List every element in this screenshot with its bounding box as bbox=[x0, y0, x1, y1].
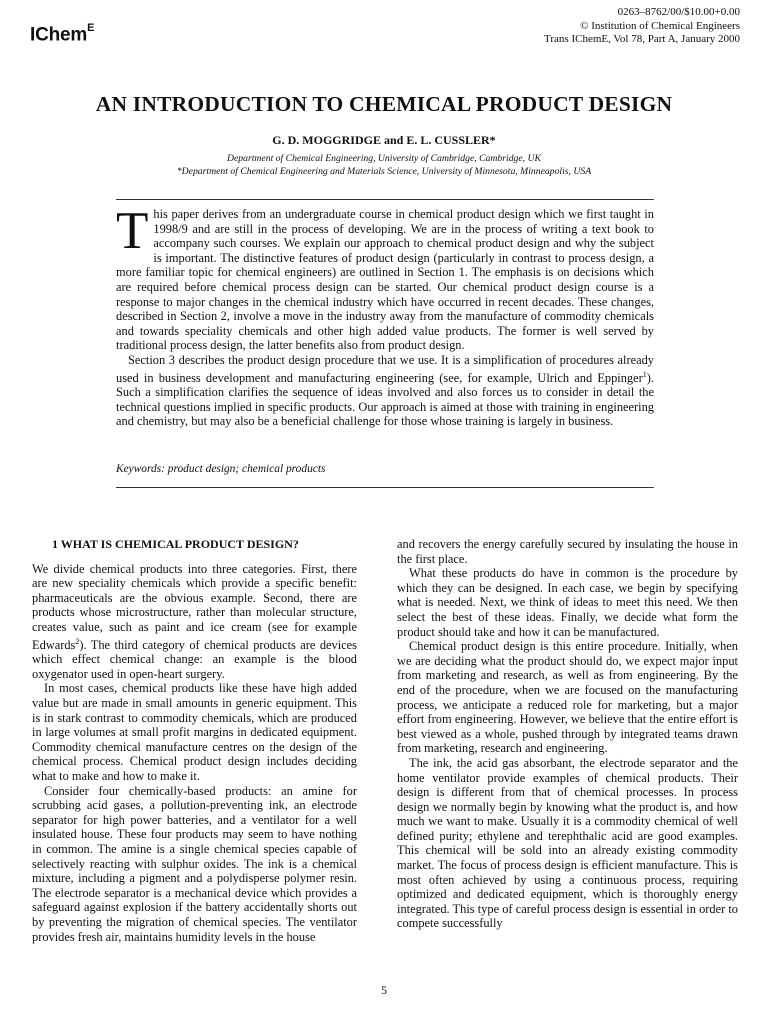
abstract bbox=[116, 202, 654, 429]
ichem-logo: IChem$^E$ bbox=[30, 22, 95, 46]
body-paragraph: The ink, the acid gas absorbant, the electrode separator and the home ventilator provide examples of chemical products. Their design is different from that of chemical processes. In process design we normally begin by knowing what the product is, and how much we want to make. Usually it is a commodity chemical of well defined purity; ethylene and terephthalic acid are good examples. This chemical will be sold into an already existing commodity market. The focus of process design is efficient manufacture. This is most often achieved by using a continuous process, requiring optimized and dedicated equipment, which is thoroughly energy integrated. This type of careful process design is essential in order to compete successfully bbox=[397, 755, 738, 931]
publication-info bbox=[544, 6, 740, 47]
abstract-paragraph-1: This paper derives from an undergraduate course in chemical product design which we first taught in 1998/9 and are still in the process of developing. We are in the process of writing a text book to accompany such courses. We explain our approach to chemical product design and why the subject is important. The distinctive features of product design (particularly in contrast to process design, a more familiar topic for chemical engineers) are outlined in Section 1. The emphasis is on decisions which are required before chemical process design can be started. Our chemical product design course is a response to major changes in the chemical industry which have occurred in recent decades. These changes, described in Section 2, involve a move in the industry away from the manufacture of commodity chemicals and towards speciality chemicals and other high added value products. The former is well served by traditional process design, the latter benefits also from product design. bbox=[116, 202, 654, 353]
body-paragraph: We divide chemical products into three categories. First, there are new speciality chemicals which provide a specific benefit: pharmaceuticals are the obvious example. Second, there are products whose microstructure, rather than molecular structure, creates value, such as paint and ice cream (see for example Edwards$^2$). The third category of chemical products are devices which effect chemical change: an example is the blood oxygenator used in open-heart surgery. bbox=[32, 561, 357, 681]
journal-line: Trans IChemE, Vol 78, Part A, January 2000 bbox=[544, 33, 740, 45]
body-paragraph: Chemical product design is this entire procedure. Initially, when we are deciding what the product should do, we expect major input from marketing and research, as well as from engineering. By the end of the procedure, when we are focused on the manufacturing process, we anticipate a reduced role for marketing, but a major effort from engineering. However, we believe that the entire effort is best viewed as a whole, pushed through by integrated teams drawn from marketing, research and engineering. bbox=[397, 639, 738, 756]
affiliation-2: *Department of Chemical Engineering and Materials Science, University of Minnesota, Minneapolis, USA bbox=[176, 166, 592, 177]
abstract-paragraph-2: Section 3 describes the product design procedure that we use. It is a simplification of procedures already used in business development and manufacturing engineering (see, for example, Ulrich and Eppinger$^1$). Such a simplification clarifies the sequence of ideas involved and also forces us to consider in detail the technical questions implied in specific products. Our approach is aimed at those with training in engineering and chemistry, but may also be a beneficial challenge for those whose training is largely in business. bbox=[116, 352, 654, 429]
abstract-top-rule bbox=[116, 199, 654, 200]
keywords: Keywords: product design; chemical products bbox=[116, 463, 326, 475]
body-paragraph: In most cases, chemical products like these have high added value but are made in small amounts in generic equipment. This is in stark contrast to commodity chemicals, which are produced in large volumes at small profit margins in dedicated equipment. Commodity chemical manufacture centres on the design of the chemical process. Chemical product design includes deciding what to make and how to make it. bbox=[32, 681, 357, 784]
issn-line: 0263–8762/00/$10.00+0.00 bbox=[617, 6, 740, 18]
affiliation-1: Department of Chemical Engineering, University of Cambridge, Cambridge, UK bbox=[226, 153, 541, 164]
abstract-bottom-rule bbox=[116, 487, 654, 488]
copyright-line: © Institution of Chemical Engineers bbox=[580, 19, 740, 32]
section-heading: 1 WHAT IS CHEMICAL PRODUCT DESIGN? bbox=[52, 537, 299, 551]
drop-cap: T bbox=[116, 202, 149, 260]
page-number: 5 bbox=[381, 983, 387, 997]
authors: G. D. MOGGRIDGE and E. L. CUSSLER* bbox=[272, 133, 496, 147]
body-paragraph: What these products do have in common is the procedure by which they can be designed. In each case, we begin by specifying what is needed. Next, we think of ideas to meet this need. We then select the best of these ideas. Finally, we decide what form the product should take and how it can be manufactured. bbox=[397, 566, 738, 639]
right-column bbox=[397, 537, 738, 931]
body-paragraph: and recovers the energy carefully secured by insulating the house in the first place. bbox=[397, 537, 738, 566]
left-column bbox=[32, 537, 357, 944]
body-paragraph: Consider four chemically-based products: an amine for scrubbing acid gases, a pollution-preventing ink, an electrode separator for high power batteries, and a ventilator for a well insulated house. These four products may seem to have nothing in common. The amine is a single chemical species capable of selectively reacting with sulphur oxides. The ink is a chemical mixture, including a pigment and a polydisperse polymer resin. The electrode separator is a mechanical device which provides a safeguard against explosion if the battery accidentally shorts out by preventing the migration of chemical species. The ventilator provides fresh air, maintains humidity levels in the house bbox=[32, 783, 357, 944]
paper-title: AN INTRODUCTION TO CHEMICAL PRODUCT DESIGN bbox=[95, 92, 673, 116]
